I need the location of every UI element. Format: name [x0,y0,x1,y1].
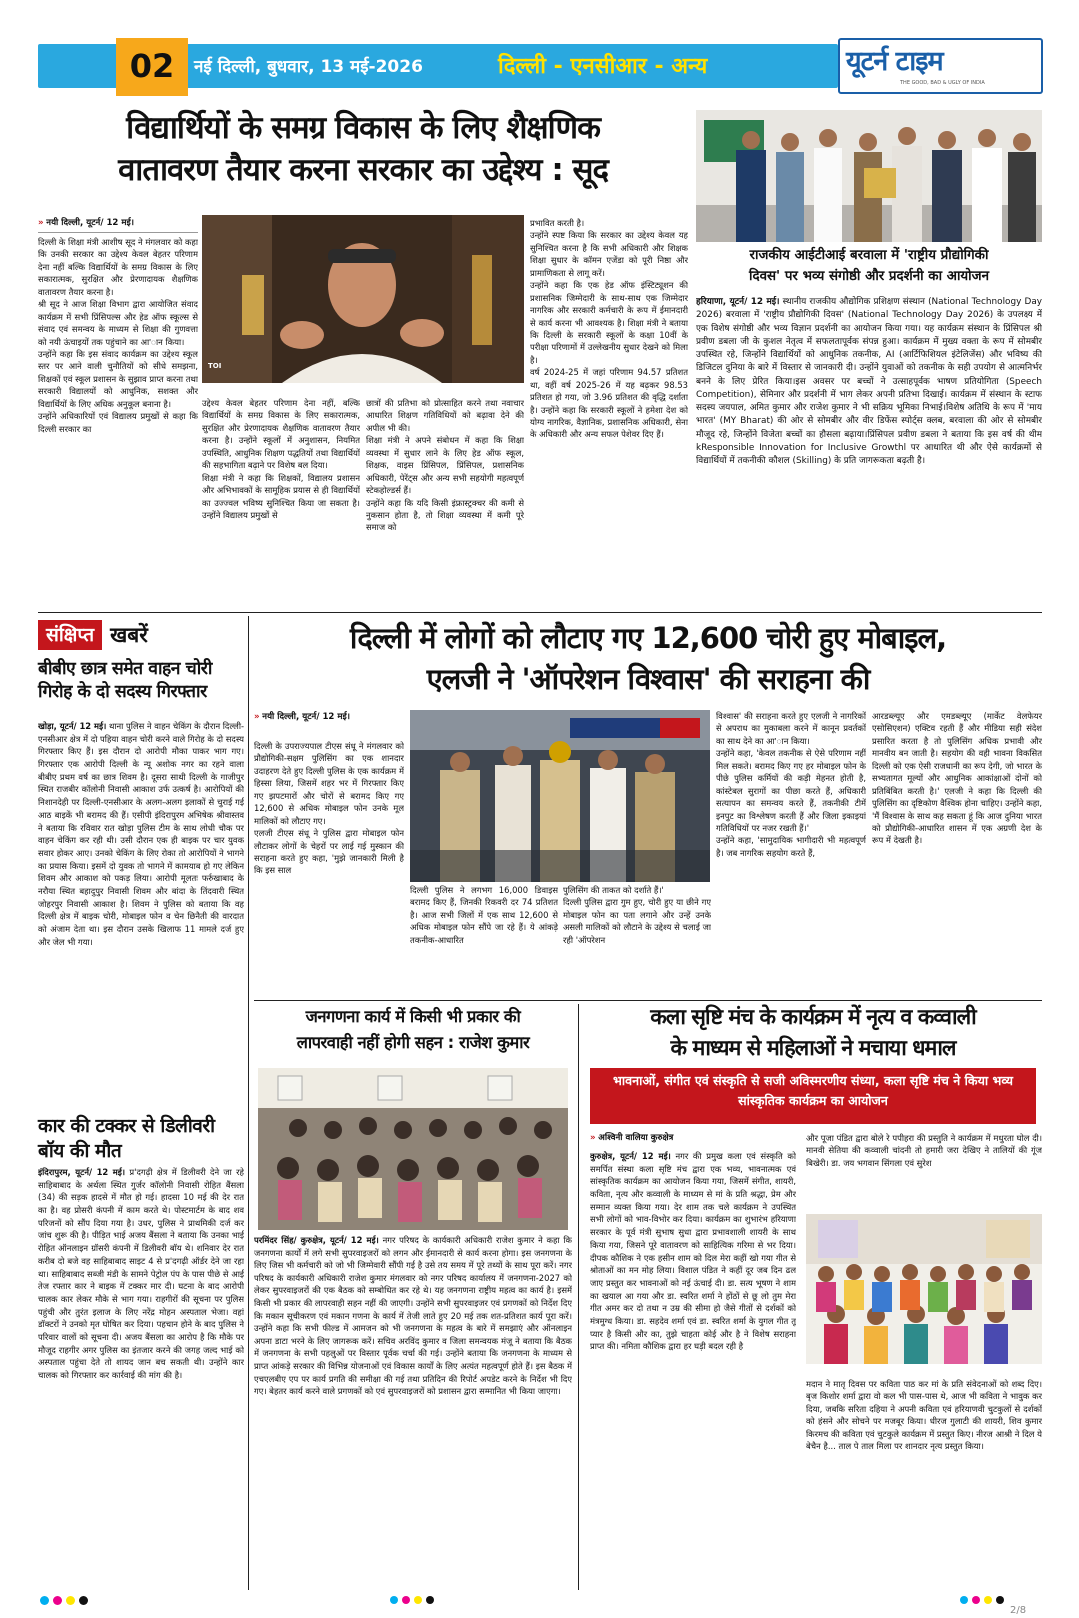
arrow-icon: » [590,1133,596,1143]
story3-body [254,1234,572,1590]
brief-tag-2: खबरें [110,623,148,647]
brief-2-body [38,1166,244,1588]
award-ceremony-illustration [696,110,1042,242]
dateline-masthead: नई दिल्ली, बुधवार, 13 मई-2026 [194,57,423,77]
meeting-hall-illustration [258,1068,568,1230]
page-number-box [116,38,188,96]
brief-1-headline: बीबीए छात्र समेत वाहन चोरी गिरोह के दो सदस्य गिरफ्तार [38,659,212,702]
iti-headline-line1: राजकीय आईटीआई बरवाला में 'राष्ट्रीय प्रौद्योगिकी [749,248,989,263]
story4-col1-text: नगर की प्रमुख कला एवं संस्कृति को समर्पित संस्था कला सृष्टि मंच द्वारा एक भव्य, भावनात्मक एवं सांस्कृतिक कार्यक्रम का आयोजन किया गया, जिसमें संगीत, शायरी, कविता, नृत्य और कव्वाली के माध्यम से मां के प्रति श्रद्धा, प्रेम और सम्मान व्यक्त किया गया। देर शाम तक चले कार्यक्रम ने उपस्थित सभी लोगों को भाव-विभोर कर दिया। कार्यक्रम का शुभारंभ हरियाणा सरकार के पूर्व मंत्री सुभाष सुधा द्वारा प्रभावशाली शायरी के साथ किया गया, जिसने पूरे वातावरण को साहित्यिक गरिमा से भर दिया। दीपक कौशिक ने एक हसीन शाम को दिल मेरा कहीं खो गया गीत से श्रोताओं का मन मोह लिया। विशाल पंडित ने कहीं दूर जब दिन ढल जाए प्रस्तुत कर भावनाओं को नई ऊंचाई दी। डा. सत्य भूषण ने शाम का खयाल आ गया और डा. स्वरित शर्मा ने होंठों से छू लो तुम मेरा गीत अमर कर दो तथा न उम्र की सीमा हो जैसे गीतों से दर्शकों को मंत्रमुग्ध किया। डा. सहदेव शर्मा एवं डा. स्वरित शर्मा के युगल गीत तू प्यार है किसी और का, तुझे चाहता कोई और है ने विशेष सराहना प्राप्त की। नमिता कौशिक द्वारा हर घड़ी बदल रही है [590,1151,796,1352]
brief-1-body [38,720,244,1115]
story1-headline-line1: विद्यार्थियों के समग्र विकास के लिए शैक्षणिक [126,110,600,146]
brief-1-text: थाना पुलिस ने वाहन चेकिंग के दौरान दिल्ली-एनसीआर क्षेत्र में दो पहिया वाहन चोरी करने वाले गिरोह के दो सदस्य गिरफ्तार किए हैं। इस दौरान दो आरोपी मौका पाकर भाग गए। गिरफ्तार एक आरोपी दिल्ली के न्यू अशोक नगर का रहने वाला बीबीए प्रथम वर्ष का छात्र शिवम है। दूसरा साथी दिल्ली के गाजीपुर स्थित राजबीर कॉलोनी निवासी आकाश उर्फ उत्कर्ष है। आरोपियों की निशानदेही पर दिल्ली-एनसीआर के अलग-अलग इलाकों से चुराई गई आठ बाइकें भी बरामद की हैं। एसीपी इंदिरापुरम अभिषेक श्रीवास्तव ने बताया कि रविवार रात खोड़ा पुलिस टीम के साथ लोधी चौक पर वाहन चेकिंग कर रही थी। उसी दौरान एक ही बाइक पर चार युवक सवार होकर आए। उनको चेकिंग के लिए रोका तो आरोपियों ने भागने का प्रयास किया। इसमें दो युवक तो भागने में कामयाब हो गए लेकिन शिवम और आकाश को पकड़ लिया। आरोपी मूलतः फर्रुखाबाद के नरौया स्थित बहादुपुर निवासी शिवम और बांदा के तिंदवारी स्थित जोहरपुर निवासी आकाश है। शिवम ने पुलिस को बताया कि वह दिल्ली क्षेत्र में बाइक चोरी, मोबाइल फोन व चेन छिनैती की वारदात को अंजाम देता था। इस दौरान उसके खिलाफ 11 मामले दर्ज हुए और जेल भी गया। [38,721,244,947]
story1-column-1: दिल्ली के शिक्षा मंत्री आशीष सूद ने मंगलवार को कहा कि उनकी सरकार का उद्देश्य केवल बेहतर परिणाम देना नहीं बल्कि विद्यार्थियों के समग्र विकास के लिए सकारात्मक, सुरक्षित और प्रेरणादायक शैक्षणिक वातावरण तैयार करना है। श्री सूद ने आज शिक्षा विभाग द्वारा आयोजित संवाद कार्यक्रम में सभी प्रिंसिपल्स और हेड ऑफ स्कूल्स से संवाद एवं समन्वय के माध्यम से शिक्षा की गुणवत्ता को नयी ऊंचाइयों तक पहुंचाने का आ'ान किया। उन्होंने कहा कि इस संवाद कार्यक्रम का उद्देश्य स्कूल स्तर पर आने वाली चुनौतियों को सीधे समझना, शिक्षकों एवं स्कूल प्रशासन के सुझाव प्राप्त करना तथा सरकारी विद्यालयों को आधुनिक, सशक्त और विद्यार्थियों के लिए अधिक अनुकूल बनाना है। उन्होंने अधिकारियों एवं विद्यालय प्रमुखों से कहा कि दिल्ली सरकार का [38,237,198,434]
logo-text: यूटर्न टाइम [846,46,943,77]
story2-column-2: दिल्ली पुलिस ने लगभग 16,000 डिवाइस बरामद किए हैं, जिनकी रिकवरी दर 74 प्रतिशत है। आज सभी जिलों में एक साथ 12,600 से अधिक मोबाइल फोन सौंपे जा रहे हैं। ये आंकड़े तकनीक-आधारित [410,885,558,945]
photo-credit: TOI [208,362,222,370]
story3-headline-line1: जनगणना कार्य में किसी भी प्रकार की [305,1007,521,1026]
story4-headline [584,1002,1042,1064]
story2-column-1: दिल्ली के उपराज्यपाल टीएस संधू ने मंगलवार को प्रौद्योगिकी-सक्षम पुलिसिंग का एक शानदार उदाहरण देते हुए दिल्ली पुलिस के एक कार्यक्रम में हिस्सा लिया, जिसमें शहर भर में गिरफ्तार किए गए झपटमारों और चोरों से बरामद किए गए 12,600 से अधिक मोबाइल फोन उनके मूल मालिकों को लौटाए गए। एलजी टीएस संधू ने पुलिस द्वारा मोबाइल फोन लौटाकर लोगों के चेहरों पर लाई गई मुस्कान की सराहना करते हुए कहा, 'मुझे जानकारी मिली है कि इस साल [254,741,404,876]
story3-text: नगर परिषद के कार्यकारी अधिकारी राजेश कुमार ने कहा कि जनगणना कार्यों में लगे सभी सुपरवाइजरों को लगन और ईमानदारी से कार्य करना होगा। इस जनगणना के लिए जिस भी कर्मचारी को जो भी जिम्मेवारी सौंपी गई है उसे तय समय में पूरे तथ्यों के साथ पूरा करें। नगर परिषद के कार्यकारी अधिकारी राजेश कुमार मंगलवार को नगर परिषद कार्यालय में जनगणना-2027 को लेकर सुपरवाइजरों की एक बैठक को सम्बोधित कर रहे थे। यह जनगणना राष्ट्रीय महत्व का कार्य है। इसमें किसी भी प्रकार की लापरवाही सहन नहीं की जाएगी। उन्होंने सभी सुपरवाइजर एवं प्रगणकों को निर्देश दिए कि मकान सूचीकरण एवं मकान गणना के कार्य में तेजी लाते हुए 20 मई तक शत-प्रतिशत कार्य पूरा करें। उन्होंने कहा कि सभी फील्ड में आमजन को भी जनगणना के महत्व के बारे में समझाएं और ऑनलाइन अपना डाटा भरने के लिए जागरूक करें। सचिव अरविंद कुमार व जिला समन्वयक मंजू ने बताया कि बैठक में जनगणना के सभी पहलुओं पर विस्तार पूर्वक चर्चा की गई। उन्होंने बताया कि जनगणना के माध्यम से प्राप्त आंकड़े सरकार की विभिन्न योजनाओं एवं विकास कार्यों के लिए अत्यंत महत्वपूर्ण होते हैं। इस बैठक में एचएलबीए एप पर कार्य प्रगति की समीक्षा की गई तथा प्रतिदिन की रिपोर्ट अपडेट करने के निर्देश भी दिए गए। बेहतर कार्य करने वाले प्रगणकों को एवं सुपरवाइजरों को प्रशासन द्वारा सम्मानित भी किया जाएगा। [254,1235,572,1397]
brief-column-rule [248,616,249,1590]
story4-headline-line1: कला सृष्टि मंच के कार्यक्रम में नृत्य व कव्वाली [650,1005,976,1030]
police-event-illustration [410,710,710,882]
story4-column-2-top: और पूजा पंडित द्वारा बोले रे पपीहरा की प्रस्तुति ने कार्यक्रम में मधुरता घोल दी। मानवी सेतिया की कव्वाली चांदनी तो हमारी जरा देखिए ने तालियों की गूंज बिखेरी। डा. जय भगवान सिंगला एवं सुरेश [806,1133,1042,1168]
story4-headline-line2: के माध्यम से महिलाओं ने मचाया धमाल [670,1036,956,1062]
registration-marks-right [960,1596,1004,1604]
story1-dateline-rule [38,232,198,233]
story2-photo [410,710,710,882]
story2-headline-line1: दिल्ली में लोगों को लौटाए गए 12,600 चोरी हुए मोबाइल, [349,621,947,655]
brief-2-dateline: इंदिरापुरम, यूटर्न/ 12 मई। [38,1167,126,1177]
story2-column-4: आरडब्ल्यूए और एमडब्ल्यूए (मार्केट वेलफेयर एसोसिएशन) एक्टिव रहती हैं और मीडिया सही संदेश प्रसारित करता है तो पुलिसिंग अधिक प्रभावी और मानवीय बन जाती है। सहयोग की वही भावना विकसित दिल्ली को एक ऐसी राजधानी का रूप देगी, जो भारत के सभ्यतागत मूल्यों और आधुनिक आकांक्षाओं दोनों को प्रतिबिंबित करती है।' एलजी ने कहा कि दिल्ली की पुलिसिंग का दृष्टिकोण वैश्विक होना चाहिए। उन्होंने कहा, 'मैं विश्वास के साथ कह सकता हूं कि आज दुनिया भारत को प्रौद्योगिकी-आधारित शासन में एक अग्रणी देश के रूप में देखती है। [872,711,1042,846]
brief-tag-1: संक्षिप्त [38,620,102,650]
story2-dateline-text: नयी दिल्ली, यूटर्न/ 12 मई। [262,712,351,722]
minister-photo-illustration [202,215,524,383]
story3-headline-line2: लापरवाही नहीं होगी सहन : राजेश कुमार [296,1033,530,1053]
story4-column-1 [590,1150,796,1590]
story4-column-2-bottom: मदान ने मातृ दिवस पर कविता पाठ कर मां के प्रति संवेदनाओं को शब्द दिए। बृज किशोर शर्मा द्वारा वो कल भी पास-पास थे, आज भी कविता ने भावुक कर दिया, जबकि सरिता दहिया ने अपनी कविता एवं हरियाणवी चुटकुलों से दर्शकों को हंसने और सोचने पर मजबूर किया। धीरज गुलाटी की शायरी, शिव कुमार किरमच की कविता एवं चुटकुले कार्यक्रम में प्रस्तुत किए। नीरज आश्री ने दिल ये बेचैन है... ताल पे ताल मिला पर शानदार नृत्य प्रस्तुत किया। [806,1379,1042,1452]
iti-photo [696,110,1042,242]
divider-mid [254,1000,1042,1001]
cultural-event-illustration [806,1214,1042,1364]
story2-headline [254,618,1042,699]
brief-2-headline: कार की टक्कर से डिलीवरी बॉय की मौत [38,1115,215,1162]
iti-headline-line2: दिवस' पर भव्य संगोष्ठी और प्रदर्शनी का आयोजन [748,268,989,284]
iti-headline [696,246,1042,288]
story3-photo [258,1068,568,1230]
logo-tagline: THE GOOD, BAD & UGLY OF INDIA [900,80,985,86]
masthead [38,36,1043,96]
story2-dateline [254,711,404,724]
story1-headline-line2: वातावरण तैयार करना सरकार का उद्देश्य : सूद [118,151,608,188]
story1-column-2: उद्देश्य केवल बेहतर परिणाम देना नहीं, बल्कि विद्यार्थियों के समग्र विकास के लिए सकारात्मक, सुरक्षित और प्रेरणादायक शैक्षणिक वातावरण तैयार करना है। उन्होंने स्कूलों में अनुशासन, नियमित उपस्थिति, आधुनिक शिक्षण पद्धतियों तथा विद्यार्थियों की सहभागिता बढ़ाने पर विशेष बल दिया। शिक्षा मंत्री ने कहा कि शिक्षकों, विद्यालय प्रशासन और अभिभावकों के सामूहिक प्रयास से ही विद्यार्थियों का उज्ज्वल भविष्य सुनिश्चित किया जा सकता है। उन्होंने विद्यालय प्रमुखों से [202,398,360,520]
story1-dateline-text: नयी दिल्ली, यूटर्न/ 12 मई। [46,218,135,228]
brief-2-text: प्र'दगढ़ी क्षेत्र में डिलीवरी देने जा रहे साहिबाबाद के अर्थला स्थित गुर्जर कॉलोनी निवासी रोहित बैंसला (34) की सड़क हादसे में मौत हो गई। हादसा 10 मई की देर रात का है। वह प्रोसरी कंपनी में काम करते थे। पोस्टमार्टम के बाद शव परिजनों को सौंप दिया गया है। उधर, पुलिस ने प्राथमिकी दर्ज कर जांच शुरू की है। पीड़ित भाई अजय बैंसला ने बताया कि उनका भाई रोहित ऑनलाइन ग्रॉसरी कंपनी में डिलीवरी बॉय थे। शनिवार देर रात करीब दो बजे वह साहिबाबाद साइट 4 से प्र'दगढ़ी ऑर्डर देने जा रहा था। साहिबाबाद सब्जी मंडी के सामने पेट्रोल पंप के पास पीछे से आई तेज रफ्तार कार ने बाइक में टक्कर मार दी। घटना के बाद आरोपी चालक कार लेकर मौके से भाग गया। राहगीरों की सूचना पर पुलिस पहुंची और तुरंत इलाज के लिए नरेंद्र मोहन अस्पताल भेजा। वहां डॉक्टरों ने उनको मृत घोषित कर दिया। पहचान होने के बाद पुलिस ने परिवार वालों को सूचना दी। अजय बैंसला का आरोप है कि मौके पर मौजूद राहगीर अगर पुलिस का इंतजार करने की जगह जल्द भाई को अस्पताल पहुंचा देते तो शायद जान बच सकती थी। उन्होंने कार चालक को गिरफ्तार कर कार्रवाई की मांग की है। [38,1167,244,1380]
story3-dateline: परमिंदर सिंह/ कुरुक्षेत्र, यूटर्न/ 12 मई। [254,1235,379,1245]
logo-box [838,38,1043,94]
page-number: 02 [129,47,175,86]
iti-body [696,296,1042,608]
story4-subhead: भावनाओं, संगीत एवं संस्कृति से सजी अविस्मरणीय संध्या, कला सृष्टि मंच ने किया भव्य सांस्कृतिक कार्यक्रम का आयोजन [590,1068,1036,1124]
story4-dateline: कुरुक्षेत्र, यूटर्न/ 12 मई। [590,1151,671,1161]
story1-headline [38,108,688,192]
story4-photo [806,1214,1042,1364]
story3-headline [254,1004,572,1057]
story4-byline [590,1132,796,1145]
story2-headline-line2: एलजी ने 'ऑपरेशन विश्वास' की सराहना की [426,661,870,696]
story4-byline-text: अश्विनी वालिया कुरुक्षेत्र [598,1133,674,1143]
story2-column-3-top: विश्वास' की सराहना करते हुए एलजी ने नागरिकों से अपराध का मुकाबला करने में कानून प्रवर्तकों का साथ देने का आ'ान किया। उन्होंने कहा, 'केवल तकनीक से ऐसे परिणाम नहीं मिल सकते। बरामद किए गए हर मोबाइल फोन के पीछे पुलिस कर्मियों की कड़ी मेहनत होती है, कांस्टेबल सुरागों का पीछा करते हैं, अधिकारी सत्यापन का समन्वय करते हैं, तकनीकी टीमें इनपुट का विश्लेषण करती हैं और जिला इकाइयां गतिविधियों पर नजर रखती हैं।' उन्होंने कहा, 'सामुदायिक भागीदारी भी महत्वपूर्ण है। जब नागरिक सहयोग करते हैं, [716,711,866,858]
folio: 2/8 [1010,1605,1027,1616]
brief-tag [38,620,244,652]
registration-marks-left [40,1596,88,1605]
section-name: दिल्ली - एनसीआर - अन्य [498,54,708,79]
story3-column-rule [578,1004,579,1590]
brief-1-dateline: खोड़ा, यूटर्न/ 12 मई। [38,721,107,731]
story1-column-3: छात्रों की प्रतिभा को प्रोत्साहित करने तथा नवाचार आधारित शिक्षण गतिविधियों को बढ़ावा देने की अपील भी की। शिक्षा मंत्री ने अपने संबोधन में कहा कि शिक्षा व्यवस्था में सुधार लाने के लिए हेड ऑफ स्कूल, शिक्षक, वाइस प्रिंसिपल, प्रिंसिपल, प्रशासनिक अधिकारी, पेरेंट्स और अन्य सभी सहयोगी महत्वपूर्ण स्टेकहोल्डर्स हैं। उन्होंने कहा कि यदि किसी इंफ्रास्ट्रक्चर की कमी से नुकसान होता है, तो शिक्षा व्यवस्था में कमी पूरे समाज को [366,398,524,533]
iti-body-text: स्थानीय राजकीय औद्योगिक प्रशिक्षण संस्थान (National Technology Day 2026) बरवाला में 'राष्ट्रीय प्रौद्योगिकी दिवस' (National Technology Day 2026) के उपलक्ष्य में एक विशेष संगोष्ठी और भव्य विज्ञान प्रदर्शनी का आयोजन किया गया। यह कार्यक्रम संस्थान के प्रिंसिपल श्री प्रवीण डबला जी के कुशल नेतृत्व में सफलतापूर्वक संपन्न हुआ। कार्यक्रम में मुख्य वक्ता के रूप में सोमबीर उपस्थित रहे, जिन्होंने विद्यार्थियों को आधुनिक तकनीक, AI (आर्टिफिशियल इंटेलिजेंस) और भविष्य की डिजिटल दुनिया के बारे में विस्तार से जानकारी दी। उन्होंने युवाओं को तकनीक के सही उपयोग से आत्मनिर्भर बनने के लिए प्रेरित किया।इस अवसर पर बच्चों ने उत्साहपूर्वक भाषण प्रतियोगिता (Speech Competition), सेमिनार और प्रदर्शनी में भाग लेकर अपनी प्रतिभा दिखाई। कार्यक्रम में संस्थान के स्टाफ सदस्य जयपाल, अमित कुमार और राजेश कुमार ने भी सक्रिय भूमिका निभाई।विशेष अतिथि के रूप में 'माय भारत' (MY Bharat) की ओर से सोमबीर और वीर डिफेंस स्पोर्ट्स क्लब, बरवाला की ओर से सोमबीर मौजूद रहे, जिन्होंने विजेता बच्चों का हौसला बढ़ाया।प्रिंसिपल प्रवीण डबला ने बताया कि इस वर्ष की थीम kResponsible Innovation for Inclusive Growthl पर आधारित थी और ऐसे कार्यक्रमों से विद्यार्थियों में तकनीकी कौशल (Skilling) के प्रति जागरूकता बढ़ती है। [696,297,1042,467]
divider-top [38,612,1042,613]
registration-marks-center [390,1596,434,1604]
iti-dateline: हरियाणा, यूटर्न/ 12 मई। [696,297,780,307]
story1-dateline [38,217,198,230]
story2-column-3: पुलिसिंग की ताकत को दर्शाते हैं।' दिल्ली पुलिस द्वारा गुम हुए, चोरी हुए या छीने गए मोबाइल फोन का पता लगाने और उन्हें उनके असली मालिकों को लौटाने के उद्देश्य से चलाई जा रही 'ऑपरेशन [563,885,711,945]
story1-column-4: प्रभावित करती है। उन्होंने स्पष्ट किया कि सरकार का उद्देश्य केवल यह सुनिश्चित करना है कि सभी अधिकारी और शिक्षक शिक्षा सुधार के कॉमन एजेंडा को पूरी निष्ठा और प्रामाणिकता से लागू करें। उन्होंने कहा कि एक हेड ऑफ इंस्टिट्यूशन की प्रशासनिक जिम्मेदारी के साथ-साथ एक जिम्मेदार नागरिक और सरकारी कर्मचारी के रूप में ईमानदारी से कार्य करना भी आवश्यक है। शिक्षा मंत्री ने बताया कि दिल्ली के सरकारी स्कूलों के कक्षा 10वीं के परीक्षा परिणामों में उल्लेखनीय सुधार देखने को मिला है। वर्ष 2024-25 में जहां परिणाम 94.57 प्रतिशत था, वहीं वर्ष 2025-26 में यह बढ़कर 98.53 प्रतिशत हो गया, जो 3.96 प्रतिशत की वृद्धि दर्शाता है। उन्होंने कहा कि सरकारी स्कूलों ने हमेशा देश को योग्य नागरिक, वैज्ञानिक, प्रशासनिक अधिकारी, सेना के अधिकारी और अन्य सफल पेशेवर दिए हैं। [530,218,688,440]
arrow-icon: » [254,712,260,722]
arrow-icon: » [38,218,44,228]
story1-photo [202,215,524,383]
